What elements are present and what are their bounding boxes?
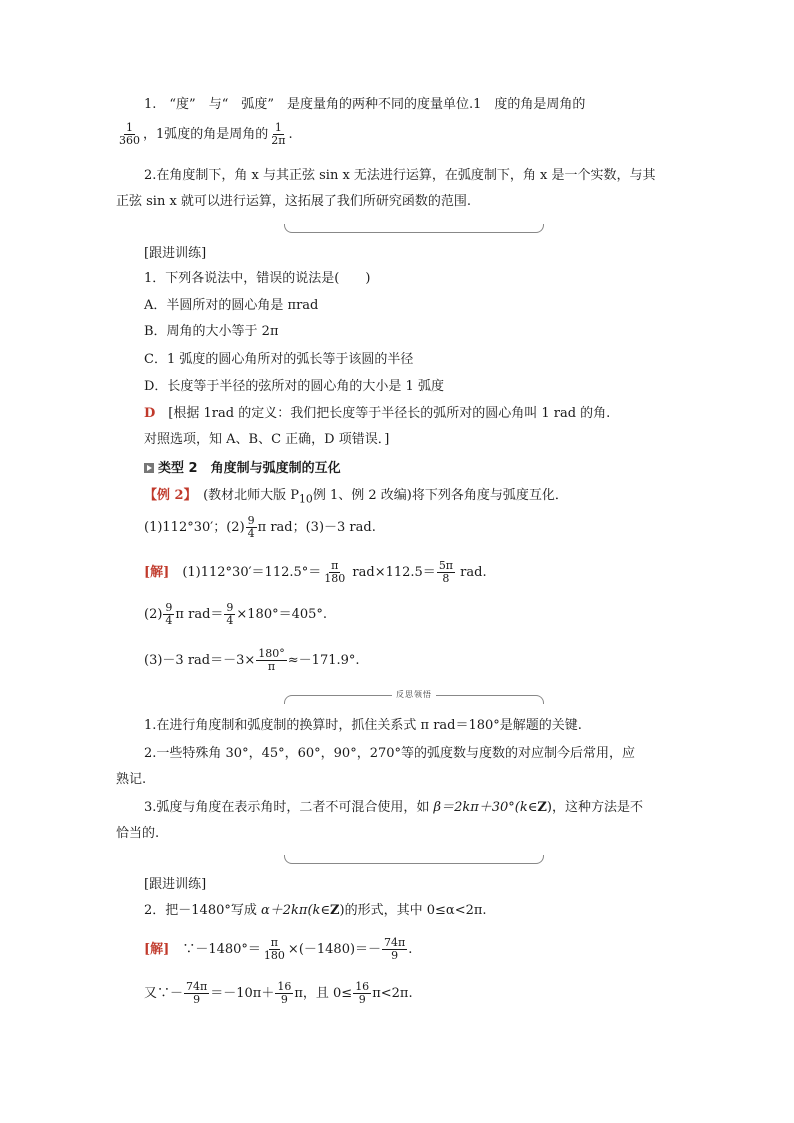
practice-2-question: 2．把－1480°写成 α＋2kπ(k∈Z)的形式，其中 0≤α<2π. [144, 903, 487, 918]
answer-explanation-line-2: 对照选项，知 A、B、C 正确，D 项错误．] [144, 432, 390, 447]
reflection-point-2-line-1: 2.一些特殊角 30°，45°，60°，90°，270°等的弧度数与度数的对应制今后常用，应 [144, 746, 636, 761]
fraction-180-pi: $\frac{180^\circ}{\pi}$ [258, 647, 285, 673]
fraction-pi-180: $\frac{\pi}{180}$ [324, 559, 346, 585]
example-2-label: 【例 2】 [144, 488, 191, 503]
note-1-line-1 [144, 96, 585, 114]
reflection-point-3-line-2: 恰当的. [116, 826, 160, 841]
example-2-solution-1: [解] (1)112°30′＝112.5°＝ $\frac{\pi}{180}$ rad×112.5＝ $\frac{5\pi}{8}$ rad. [144, 559, 487, 585]
fraction-9-4-c: $\frac{9}{4}$ [226, 601, 234, 627]
fraction-74pi-9: $\frac{74\pi}{9}$ [384, 936, 406, 962]
reflection-badge: 反思领悟 [392, 689, 436, 700]
play-triangle-icon [144, 463, 154, 473]
reflection-point-3-line-1: 3.弧度与角度在表示角时，二者不可混合使用，如 β＝2kπ＋30°(k∈Z)，这种方法是不 [144, 800, 643, 815]
reflection-point-1: 1.在进行角度制和弧度制的换算时，抓住关系式 π rad＝180°是解题的关键. [144, 718, 582, 733]
fraction-1-360: $\frac{1}{360}$ [119, 121, 140, 147]
solution-label: [解] [144, 565, 170, 580]
option-b: B．周角的大小等于 2π [144, 324, 279, 339]
fraction-pi-180-b: $\frac{\pi}{180}$ [263, 936, 285, 962]
type-2-heading: 类型 2 角度制与弧度制的互化 [144, 460, 341, 478]
practice-2-solution-2: 又∵－ $\frac{74\pi}{9}$ ＝－10π＋ $\frac{16}{9}$ π，且 0≤ $\frac{16}{9}$ π<2π. [144, 980, 413, 1006]
example-2-solution-3: (3)－3 rad＝－3× $\frac{180^\circ}{\pi}$ ≈－171.9°. [144, 647, 360, 673]
option-a: A．半圆所对的圆心角是 πrad [144, 298, 319, 313]
fraction-9-4-b: $\frac{9}{4}$ [165, 601, 173, 627]
example-2-prompt: 【例 2】 (教材北师大版 $P_{10}$例 1、例 2 改编)将下列各角度与弧度互化． [144, 488, 568, 506]
answer-explanation-line-1: D [根据 1rad 的定义：我们把长度等于半径长的弧所对的圆心角叫 1 rad 的角. [144, 406, 611, 421]
answer-letter: D [144, 406, 156, 421]
practice-2-solution-1: [解] ∵－1480°＝ $\frac{\pi}{180}$ ×(－1480)＝－ $\frac{74\pi}{9}$ . [144, 936, 413, 962]
reflection-divider-bottom [284, 855, 544, 864]
reflection-divider [284, 690, 544, 704]
fraction-16-9: $\frac{16}{9}$ [277, 980, 292, 1006]
fraction-16-9-b: $\frac{16}{9}$ [355, 980, 370, 1006]
example-2-solution-2: (2) $\frac{9}{4}$ π rad＝ $\frac{9}{4}$ ×180°＝405°. [144, 601, 328, 627]
option-d: D．长度等于半径的弦所对的圆心角的大小是 1 弧度 [144, 379, 444, 394]
option-c: C．1 弧度的圆心角所对的弧长等于该圆的半径 [144, 352, 414, 367]
reflection-point-2-line-2: 熟记. [116, 772, 147, 787]
practice-1-heading: [跟进训练] [144, 246, 207, 261]
practice-2-heading: [跟进训练] [144, 877, 207, 892]
fraction-1-2pi: $\frac{1}{2\pi}$ [271, 121, 286, 147]
note-1-line-2: $\frac{1}{360}$ ，1弧度的角是周角的 $\frac{1}{2\pi}$ . [119, 121, 293, 147]
note-2-line-2: 正弦 sin x 就可以进行运算，这拓展了我们所研究函数的范围. [116, 194, 472, 209]
example-2-items: (1)112°30′；(2) $\frac{9}{4}$ π rad；(3)－3 rad. [144, 514, 376, 540]
section-divider [284, 224, 544, 233]
fraction-9-4: $\frac{9}{4}$ [247, 514, 255, 540]
practice-1-question: 1．下列各说法中，错误的说法是( ) [144, 271, 371, 286]
note-1-text: 1. “度” 与“ 弧度” 是度量角的两种不同的度量单位.1 度的角是周角的 [144, 97, 586, 112]
note-2-line-1: 2.在角度制下，角 x 与其正弦 sin x 无法进行运算，在弧度制下，角 x 是一个实数，与其 [144, 168, 656, 183]
fraction-74pi-9-b: $\frac{74\pi}{9}$ [186, 980, 208, 1006]
solution-label-2: [解] [144, 942, 170, 957]
fraction-5pi-8: $\frac{5\pi}{8}$ [438, 559, 454, 585]
